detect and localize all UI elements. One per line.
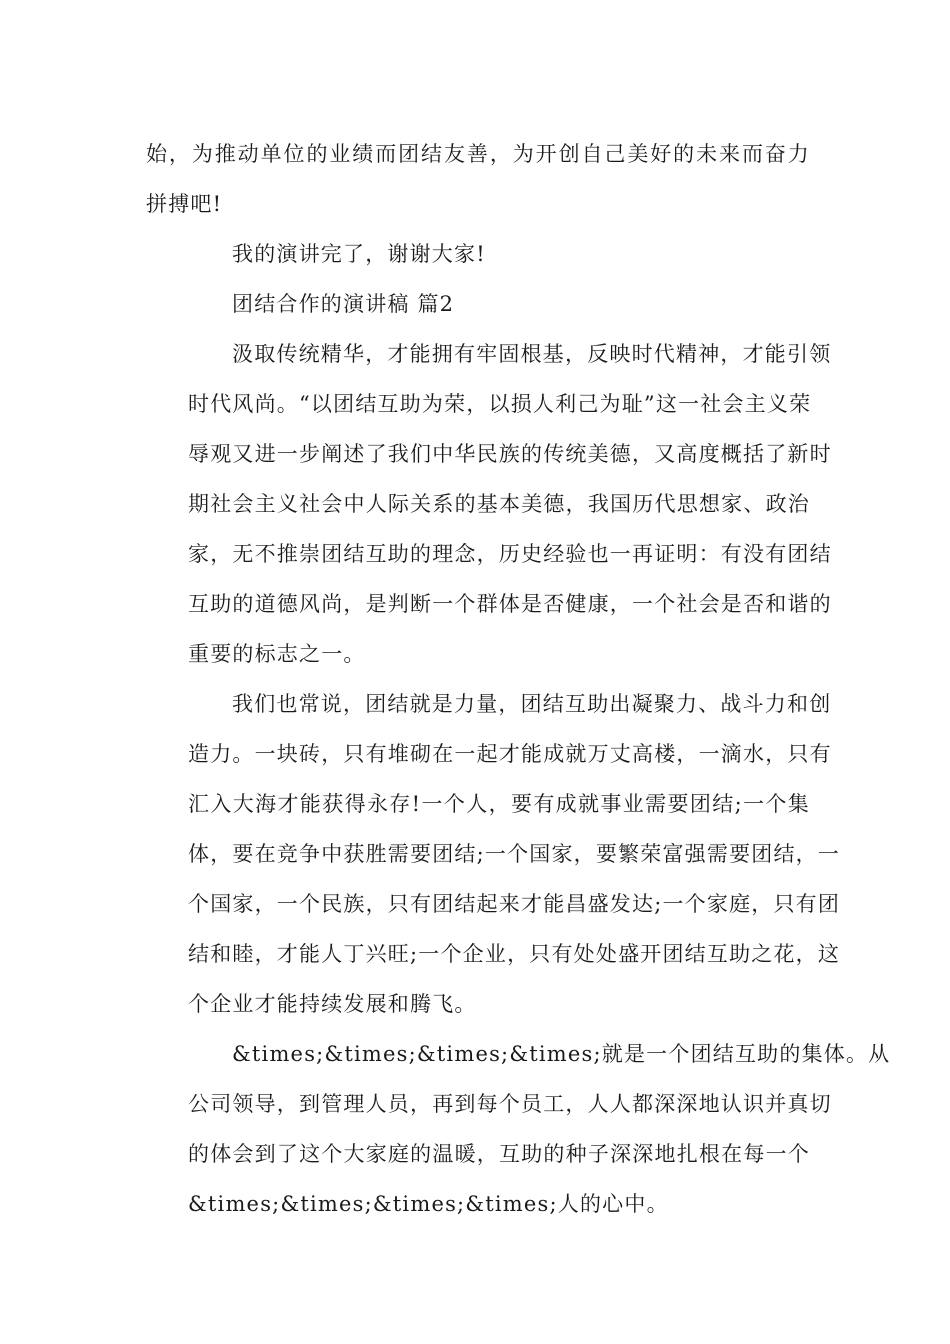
text-line: 期社会主义社会中人际关系的基本美德，我国历代思想家、政治 — [188, 492, 810, 516]
text-line: 我们也常说，团结就是力量，团结互助出凝聚力、战斗力和创 — [232, 692, 832, 716]
text-line: 辱观又进一步阐述了我们中华民族的传统美德，又高度概括了新时 — [188, 442, 832, 466]
text-line: 的体会到了这个大家庭的温暖，互助的种子深深地扎根在每一个 — [188, 1142, 810, 1166]
section-heading — [146, 279, 810, 329]
paragraph — [146, 1029, 891, 1229]
paragraph — [146, 329, 832, 679]
text-line: 重要的标志之一。 — [188, 642, 366, 666]
heading-text: 团结合作的演讲稿 篇2 — [232, 292, 455, 316]
text-line: 拼搏吧! — [146, 192, 223, 216]
text-line: 公司领导，到管理人员，再到每个员工，人人都深深地认识并真切 — [188, 1092, 832, 1116]
text-line: 汇入大海才能获得永存!一个人，要有成就事业需要团结;一个集 — [188, 792, 810, 816]
text-line: &times;&times;&times;&times;就是一个团结互助的集体。从 — [232, 1042, 891, 1066]
document-body — [146, 129, 891, 1229]
paragraph — [146, 129, 810, 229]
paragraph — [146, 229, 810, 279]
text-line: 个国家，一个民族，只有团结起来才能昌盛发达;一个家庭，只有团 — [188, 892, 841, 916]
text-line: &times;&times;&times;&times;人的心中。 — [188, 1192, 669, 1216]
text-line: 时代风尚。“以团结互助为荣，以损人利己为耻”这一社会主义荣 — [188, 392, 812, 416]
text-line: 体，要在竞争中获胜需要团结;一个国家，要繁荣富强需要团结，一 — [188, 842, 841, 866]
text-line: 结和睦，才能人丁兴旺;一个企业，只有处处盛开团结互助之花，这 — [188, 942, 841, 966]
paragraph — [146, 679, 841, 1029]
text-line: 我的演讲完了，谢谢大家! — [232, 242, 486, 266]
text-line: 汲取传统精华，才能拥有牢固根基，反映时代精神，才能引领 — [232, 342, 832, 366]
text-line: 家，无不推崇团结互助的理念，历史经验也一再证明：有没有团结 — [188, 542, 832, 566]
text-line: 个企业才能持续发展和腾飞。 — [188, 992, 477, 1016]
text-line: 互助的道德风尚，是判断一个群体是否健康，一个社会是否和谐的 — [188, 592, 832, 616]
text-line: 始，为推动单位的业绩而团结友善，为开创自己美好的未来而奋力 — [146, 142, 810, 166]
text-line: 造力。一块砖，只有堆砌在一起才能成就万丈高楼，一滴水，只有 — [188, 742, 832, 766]
